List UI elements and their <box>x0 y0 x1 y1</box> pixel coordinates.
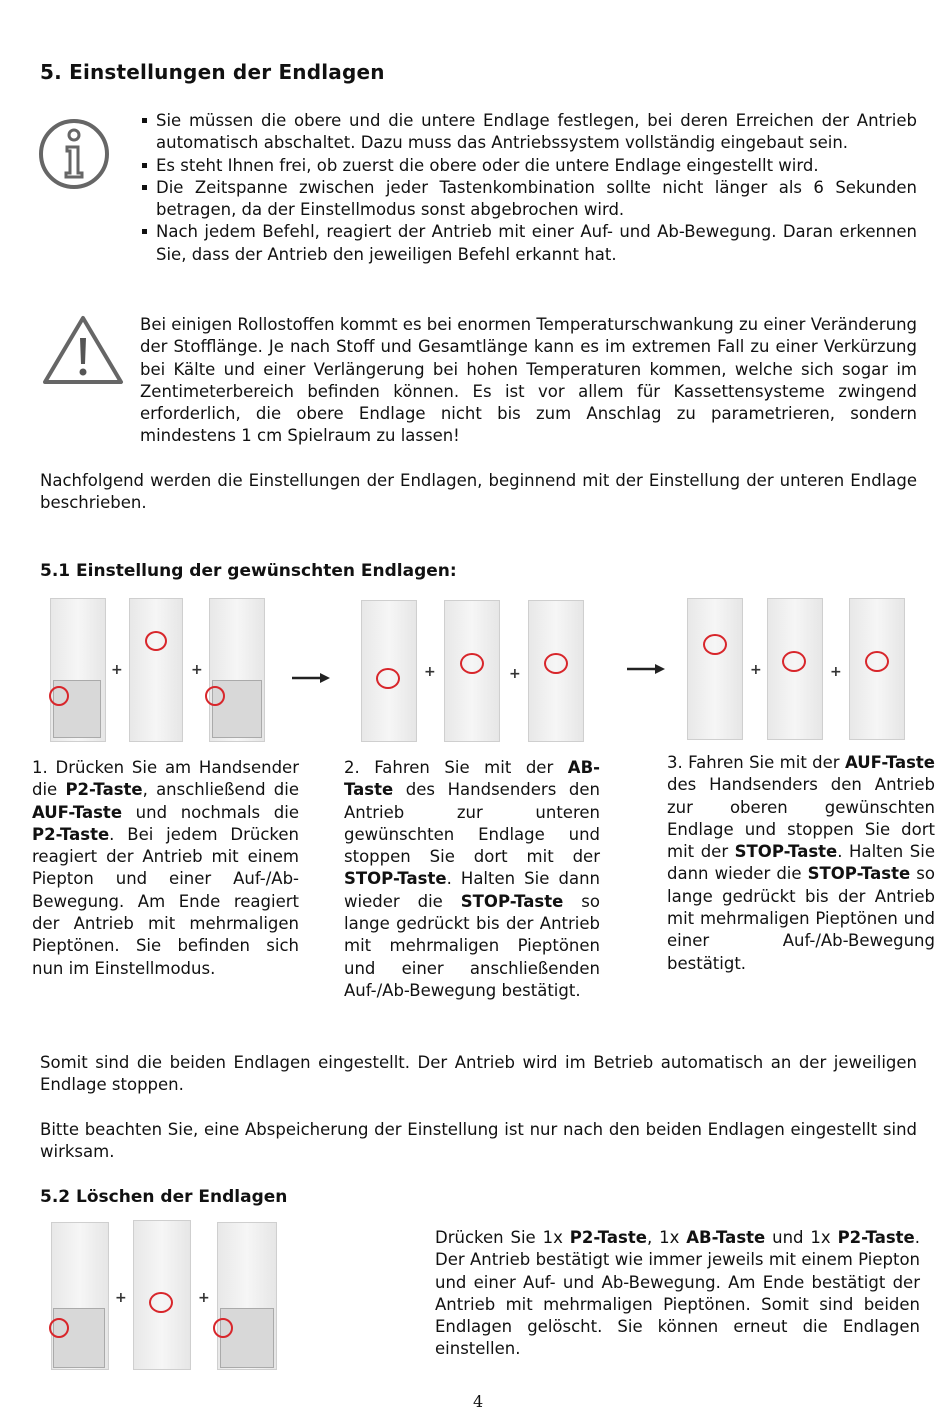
stop-button-highlight <box>544 653 568 674</box>
illustration-step-1 <box>45 596 270 742</box>
intro-paragraph: Nachfolgend werden die Einstellungen der Endlagen, beginnend mit der Einstellung der unteren Endlage beschrieben. <box>40 471 917 513</box>
p2-button-highlight <box>205 686 225 706</box>
plus-sign: + <box>115 1290 127 1306</box>
motor-head-image <box>220 1308 274 1368</box>
info-bullet: Es steht Ihnen frei, ob zuerst die obere oder die untere Endlage eingestellt wird. <box>140 155 917 177</box>
plus-sign: + <box>191 662 203 678</box>
step-2-text: 2. Fahren Sie mit der AB-Taste des Handsenders den Antrieb zur unteren gewünschten Endlage und stoppen Sie dort mit der STOP-Taste. Halten Sie dann wieder die STOP-Taste so lange gedrückt bis der Antrieb mit mehrmaligen Pieptönen und einer anschließenden Auf-/Ab-Bewegung bestätigt. <box>344 758 600 1000</box>
auf-button-highlight <box>145 631 167 651</box>
section-heading-5-2: 5.2 Löschen der Endlagen <box>40 1187 288 1207</box>
section-heading-5-1: 5.1 Einstellung der gewünschten Endlagen: <box>40 561 457 581</box>
warning-text: Bei einigen Rollostoffen kommt es bei enormen Temperaturschwankung zu einer Veränderung der Stofflänge. Je nach Stoff und Gesamtlänge kann es im extremen Fall zu einer Verkürzung bei Kälte und einer Verlängerung bei hohen Temperaturen kommen, welche sich sogar im Zentimeterbereich befinden können. Es ist vor allem für Kassettensysteme zwingend erforderlich, die obere Endlage nicht bis zum Anschlag zu parametrieren, sondern mindestens 1 cm Spielraum zu lassen! <box>140 315 918 446</box>
plus-sign: + <box>198 1290 210 1306</box>
plus-sign: + <box>424 664 436 680</box>
warning-icon <box>41 314 125 386</box>
plus-sign: + <box>750 662 762 678</box>
p2-button-highlight <box>49 686 69 706</box>
info-bullet-list <box>140 110 917 266</box>
p2-button-highlight <box>213 1318 233 1338</box>
arrow-right-icon <box>292 672 330 684</box>
info-bullet: Nach jedem Befehl, reagiert der Antrieb mit einer Auf- und Ab-Bewegung. Daran erkennen Sie, dass der Antrieb den jeweiligen Befehl erkannt hat. <box>140 221 917 266</box>
stop-button-highlight <box>865 651 889 672</box>
info-icon <box>37 117 111 191</box>
stop-button-highlight <box>782 651 806 672</box>
note-paragraph: Bitte beachten Sie, eine Abspeicherung der Einstellung ist nur nach den beiden Endlagen eingestellt sind wirksam. <box>40 1120 917 1162</box>
illustration-step-3 <box>685 596 915 742</box>
illustration-delete <box>45 1220 285 1370</box>
plus-sign: + <box>509 666 521 682</box>
plus-sign: + <box>111 662 123 678</box>
ab-button-highlight <box>376 668 400 689</box>
step-1-text: 1. Drücken Sie am Handsender die P2-Taste, anschließend die AUF-Taste und nochmals die P2-Taste. Bei jedem Drücken reagiert der Antrieb mit einem Piepton und einer Auf-/Ab-Bewegung. Am Ende reagiert der Antrieb mit mehrmaligen Pieptönen. Sie befinden sich nun im Einstellmodus. <box>32 758 299 978</box>
page-title: 5. Einstellungen der Endlagen <box>40 60 385 84</box>
motor-head-image <box>53 1308 105 1368</box>
info-bullet: Die Zeitspanne zwischen jeder Tastenkombination sollte nicht länger als 6 Sekunden betragen, da der Einstellmodus sonst abgebrochen wird. <box>140 177 917 222</box>
info-bullet: Sie müssen die obere und die untere Endlage festlegen, bei deren Erreichen der Antrieb automatisch abschaltet. Dazu muss das Antriebssystem vollständig eingebaut sein. <box>140 110 917 155</box>
ab-button-highlight <box>149 1292 173 1313</box>
page-number: 4 <box>473 1392 484 1411</box>
plus-sign: + <box>830 664 842 680</box>
p2-button-highlight <box>49 1318 69 1338</box>
illustration-step-2 <box>358 598 588 744</box>
delete-text: Drücken Sie 1x P2-Taste, 1x AB-Taste und 1x P2-Taste. Der Antrieb bestätigt wie immer jeweils mit einem Piepton und einer Auf- und Ab-Bewegung. Am Ende bestätigt der Antrieb mit mehrmaligen Pieptönen. Somit sind beiden Endlagen gelöscht. Sie können erneut die Endlagen einstellen. <box>435 1228 921 1359</box>
step-3-text: 3. Fahren Sie mit der AUF-Taste des Handsenders den Antrieb zur oberen gewünschten Endlage und stoppen Sie dort mit der STOP-Taste. Halten Sie dann wieder die STOP-Taste so lange gedrückt bis der Antrieb mit mehrmaligen Pieptönen und einer Auf-/Ab-Bewegung bestätigt. <box>667 753 935 973</box>
auf-button-highlight <box>703 634 727 655</box>
arrow-right-icon <box>627 663 665 675</box>
summary-paragraph: Somit sind die beiden Endlagen eingestellt. Der Antrieb wird im Betrieb automatisch an der jeweiligen Endlage stoppen. <box>40 1053 917 1095</box>
stop-button-highlight <box>460 653 484 674</box>
